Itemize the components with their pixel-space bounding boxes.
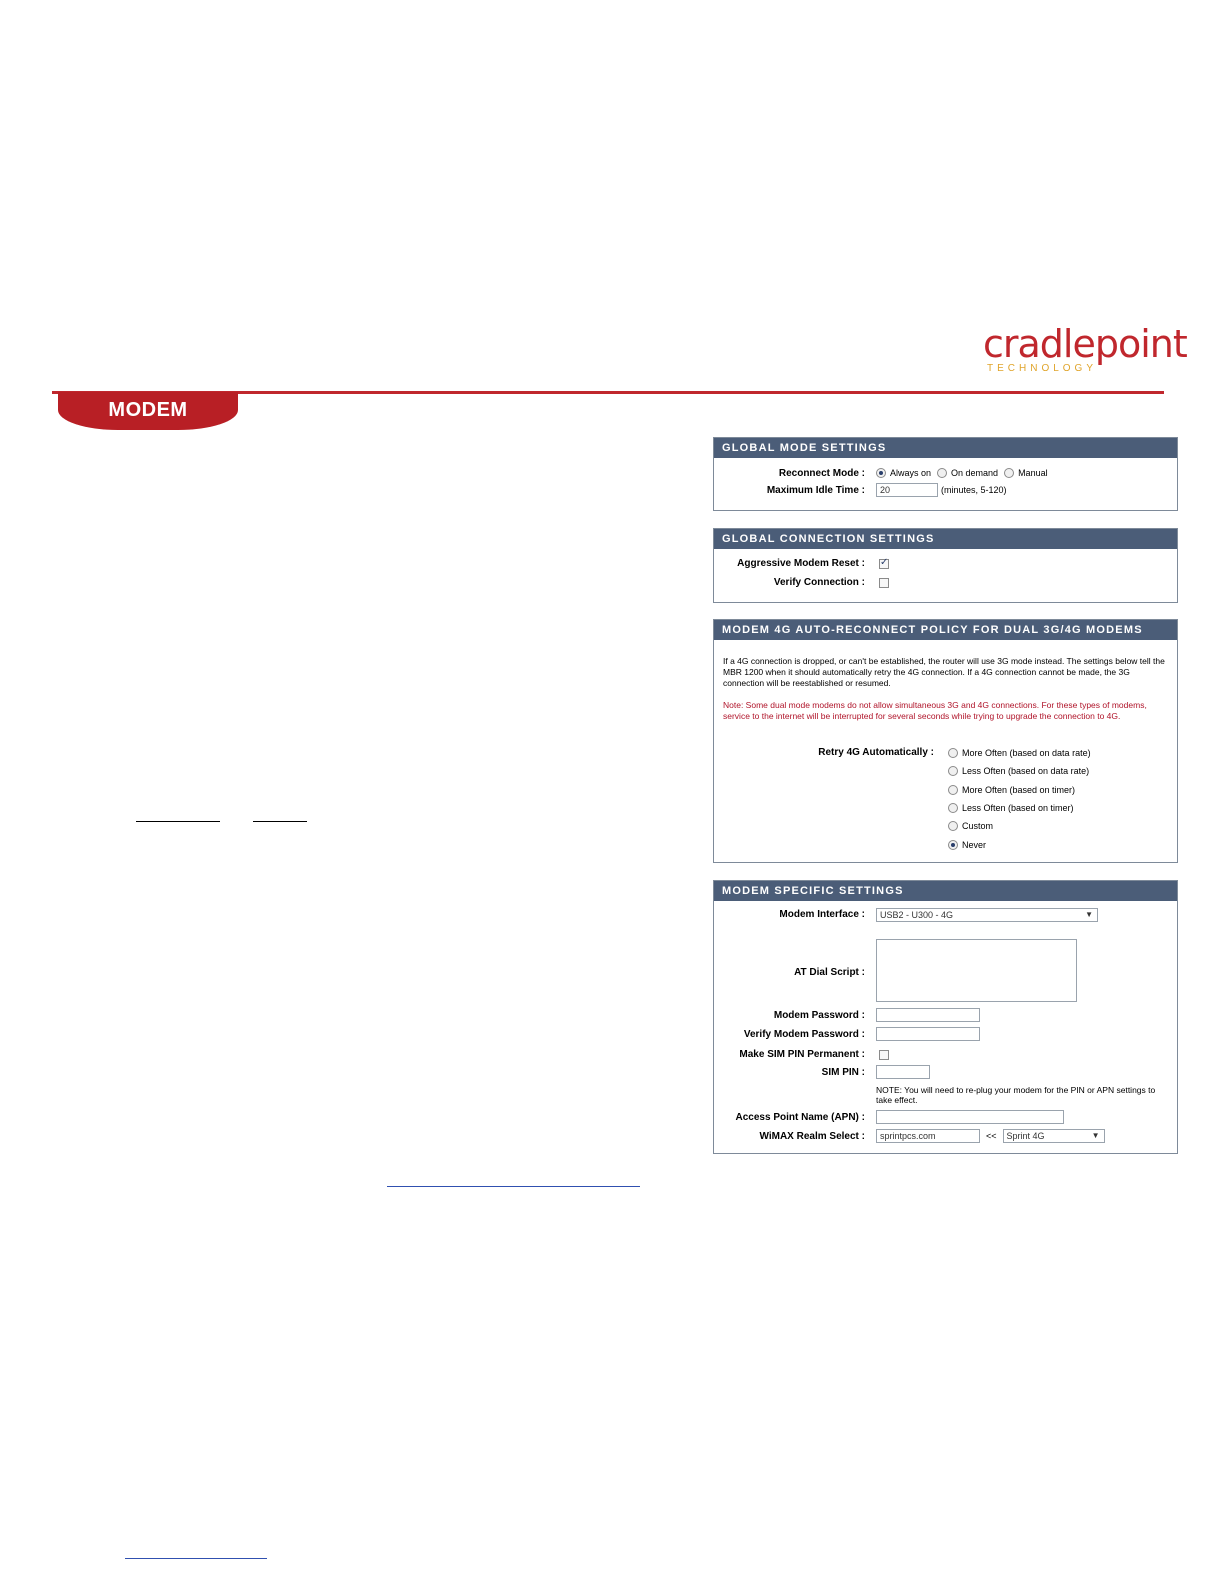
dropdown-arrow-icon: ▼ [1091, 1131, 1100, 1140]
logo-tagline: TECHNOLOGY [987, 363, 1098, 374]
radio-label: On demand [951, 468, 999, 478]
wimax-realm-label: WiMAX Realm Select : [759, 1131, 865, 1142]
radio-custom[interactable] [948, 821, 958, 831]
sim-pin-label: SIM PIN : [821, 1067, 865, 1078]
retry-option [948, 821, 993, 831]
retry-option-label: Less Often (based on data rate) [962, 766, 1090, 776]
modem-password-input[interactable] [876, 1008, 980, 1022]
modem-specific-panel [713, 880, 1178, 1154]
at-dial-script-label: AT Dial Script : [794, 967, 865, 978]
modem-interface-label: Modem Interface : [779, 909, 865, 920]
radio-less-often-data[interactable] [948, 766, 958, 776]
max-idle-time-input[interactable]: 20 [876, 483, 938, 497]
retry-4g-label: Retry 4G Automatically : [818, 747, 934, 758]
retry-option-label: More Often (based on data rate) [962, 748, 1091, 758]
reconnect-mode-label: Reconnect Mode : [778, 468, 865, 479]
radio-label: Always on [890, 468, 932, 478]
retry-option [948, 766, 1089, 776]
modem-interface-value: USB2 - U300 - 4G [880, 910, 954, 920]
wimax-realm-input[interactable]: sprintpcs.com [876, 1129, 980, 1143]
radio-more-often-timer[interactable] [948, 785, 958, 795]
cradlepoint-logo [983, 322, 1187, 378]
sim-pin-permanent-checkbox[interactable] [879, 1050, 889, 1060]
aggressive-reset-checkbox[interactable] [879, 559, 889, 569]
radio-label: Manual [1018, 468, 1048, 478]
sim-pin-input[interactable] [876, 1065, 930, 1079]
idle-hint: (minutes, 5-120) [941, 485, 1007, 495]
verify-modem-password-input[interactable] [876, 1027, 980, 1041]
global-connection-panel [713, 528, 1178, 603]
modem-interface-select[interactable] [876, 908, 1098, 922]
retry-option [948, 785, 1075, 795]
radio-always-on[interactable] [876, 468, 886, 478]
aggressive-reset-label: Aggressive Modem Reset : [737, 558, 865, 569]
sim-pin-permanent-label: Make SIM PIN Permanent : [739, 1049, 865, 1060]
dropdown-arrow-icon: ▼ [1085, 910, 1093, 919]
section-tab [58, 392, 238, 430]
at-dial-script-textarea[interactable] [876, 939, 1077, 1002]
section-title: MODEM [108, 399, 188, 421]
panel-title: GLOBAL CONNECTION SETTINGS [714, 529, 1177, 549]
retry-option [948, 748, 1091, 758]
retry-option [948, 840, 986, 850]
apn-note: NOTE: You will need to re-plug your modem for the PIN or APN settings to take effect. [876, 1085, 1156, 1105]
underline-fragment [136, 821, 220, 822]
realm-copy-arrows: << [986, 1131, 997, 1141]
policy-description: If a 4G connection is dropped, or can't be established, the router will use 3G mode instead. The settings below tell the MBR 1200 when it should automatically retry the 4G connection. If a 4G connection cannot be made, the 3G connection will be reestablished or resumed. [723, 656, 1165, 688]
reconnect-mode-group [876, 468, 1048, 478]
link-underline[interactable] [125, 1558, 267, 1559]
apn-label: Access Point Name (APN) : [735, 1112, 865, 1123]
retry-option-label: More Often (based on timer) [962, 785, 1076, 795]
radio-never[interactable] [948, 840, 958, 850]
retry-option [948, 803, 1074, 813]
retry-option-label: Never [962, 840, 987, 850]
auto-reconnect-panel [713, 619, 1178, 863]
radio-on-demand[interactable] [937, 468, 947, 478]
max-idle-time-label: Maximum Idle Time : [766, 485, 865, 496]
wimax-realm-select[interactable] [1003, 1129, 1105, 1143]
underline-fragment [253, 821, 307, 822]
modem-password-label: Modem Password : [773, 1010, 865, 1021]
retry-option-label: Custom [962, 821, 994, 831]
wimax-realm-select-value: Sprint 4G [1006, 1131, 1045, 1141]
panel-title: MODEM SPECIFIC SETTINGS [714, 881, 1177, 901]
retry-option-label: Less Often (based on timer) [962, 803, 1074, 813]
apn-input[interactable] [876, 1110, 1064, 1124]
panel-title: MODEM 4G AUTO-RECONNECT POLICY FOR DUAL 3G/4G MODEMS [714, 620, 1177, 640]
logo-wordmark: cradlepoint [983, 322, 1187, 366]
radio-more-often-data[interactable] [948, 748, 958, 758]
radio-manual[interactable] [1004, 468, 1014, 478]
policy-note: Note: Some dual mode modems do not allow simultaneous 3G and 4G connections. For these types of modems, service to the internet will be interrupted for several seconds while trying to upgrade the connection to 4G. [723, 700, 1147, 721]
radio-less-often-timer[interactable] [948, 803, 958, 813]
panel-title: GLOBAL MODE SETTINGS [714, 438, 1177, 458]
verify-connection-label: Verify Connection : [773, 577, 865, 588]
global-mode-panel [713, 437, 1178, 511]
link-underline[interactable] [387, 1186, 640, 1187]
verify-modem-password-label: Verify Modem Password : [743, 1029, 865, 1040]
verify-connection-checkbox[interactable] [879, 578, 889, 588]
